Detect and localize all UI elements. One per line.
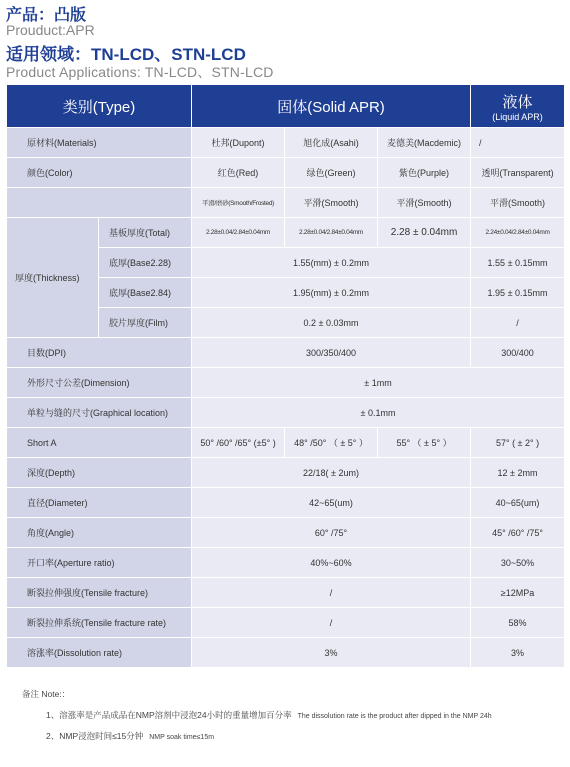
table-cell: 麦德美(Macdemic): [378, 128, 471, 158]
table-cell: 1.55 ± 0.15mm: [471, 248, 565, 278]
row-sublabel: 底厚(Base2.28): [99, 248, 192, 278]
table-cell: 30~50%: [471, 548, 565, 578]
product-title: 产品：凸版: [6, 7, 87, 24]
table-row: [7, 608, 565, 638]
table-header-row: [7, 85, 565, 128]
table-cell: 平滑(Smooth): [471, 188, 565, 218]
table-cell: 2.28±0.04/2.84±0.04mm: [192, 218, 285, 248]
table-row: [7, 128, 565, 158]
table-cell: 绿色(Green): [285, 158, 378, 188]
table-cell: 60° /75°: [192, 518, 471, 548]
table-cell: 1.55(mm) ± 0.2mm: [192, 248, 471, 278]
table-cell: 杜邦(Dupont): [192, 128, 285, 158]
table-cell: 3%: [471, 638, 565, 668]
table-cell: 12 ± 2mm: [471, 458, 565, 488]
table-row: [7, 398, 565, 428]
spec-table: [6, 84, 565, 668]
table-row: [7, 578, 565, 608]
table-cell: 57° ( ± 2° ): [471, 428, 565, 458]
table-cell: 平滑(Smooth): [378, 188, 471, 218]
table-cell: 42~65(um): [192, 488, 471, 518]
note-2: [22, 730, 492, 742]
table-cell: 40~65(um): [471, 488, 565, 518]
table-cell: 2.28±0.04/2.84±0.04mm: [285, 218, 378, 248]
notes-title: 备注 Note:：: [22, 689, 71, 699]
row-label: 断裂拉伸系统(Tensile fracture rate): [7, 608, 192, 638]
row-label: 单粒与缝的尺寸(Graphical location): [7, 398, 192, 428]
table-row: [7, 548, 565, 578]
header-liquid-sub: (Liquid APR): [492, 111, 543, 122]
row-label: 溶涨率(Dissolution rate): [7, 638, 192, 668]
table-row: [7, 158, 565, 188]
row-label: 原材料(Materials): [7, 128, 192, 158]
row-sublabel: 胶片厚度(Film): [99, 308, 192, 338]
table-cell: 紫色(Purple): [378, 158, 471, 188]
row-label: 外形尺寸公差(Dimension): [7, 368, 192, 398]
table-row: [7, 188, 565, 218]
row-label: 厚度(Thickness): [7, 218, 99, 338]
table-cell: 55° （ ± 5° ）: [378, 428, 471, 458]
row-label: Short A: [7, 428, 192, 458]
table-cell: 3%: [192, 638, 471, 668]
table-row: [7, 458, 565, 488]
row-sublabel: 基板厚度(Total): [99, 218, 192, 248]
table-cell: 0.2 ± 0.03mm: [192, 308, 471, 338]
row-sublabel: 底厚(Base2.84): [99, 278, 192, 308]
table-cell: /: [192, 608, 471, 638]
table-row: [7, 218, 565, 248]
note-2-en: NMP soak time≤15m: [149, 734, 215, 741]
row-label: 直径(Diameter): [7, 488, 192, 518]
table-cell: 300/350/400: [192, 338, 471, 368]
note-1-en: The dissolution rate is the product after dipped in the NMP 24h: [297, 713, 492, 720]
header-type: 类别(Type): [7, 85, 192, 128]
row-label-empty: [7, 188, 192, 218]
table-cell: 红色(Red): [192, 158, 285, 188]
note-1: [22, 709, 492, 721]
table-cell: 1.95(mm) ± 0.2mm: [192, 278, 471, 308]
row-label: 开口率(Aperture ratio): [7, 548, 192, 578]
table-cell: 58%: [471, 608, 565, 638]
table-cell: /: [471, 308, 565, 338]
notes-section: [22, 688, 492, 751]
note-1-cn: 1、溶涨率是产品成品在NMP溶剂中浸泡24小时的重量增加百分率: [46, 710, 292, 720]
table-row: [7, 368, 565, 398]
table-cell: 48° /50° （ ± 5° ）: [285, 428, 378, 458]
table-cell: 50° /60° /65° (±5° ): [192, 428, 285, 458]
table-cell: ≥12MPa: [471, 578, 565, 608]
header-liquid: [471, 85, 565, 128]
table-row: [7, 518, 565, 548]
applications-subtitle: Product Applications: TN-LCD、STN-LCD: [6, 64, 274, 80]
table-cell: 2.24±0.04/2.84±0.04mm: [471, 218, 565, 248]
header-solid: 固体(Solid APR): [192, 85, 471, 128]
table-cell: 1.95 ± 0.15mm: [471, 278, 565, 308]
table-cell: 旭化成(Asahi): [285, 128, 378, 158]
table-row: [7, 638, 565, 668]
table-cell: 平滑(Smooth): [285, 188, 378, 218]
table-row: [7, 338, 565, 368]
row-label: 颜色(Color): [7, 158, 192, 188]
table-cell: 2.28 ± 0.04mm: [378, 218, 471, 248]
table-cell: 40%~60%: [192, 548, 471, 578]
table-row: [7, 488, 565, 518]
table-cell: 45° /60° /75°: [471, 518, 565, 548]
applications-title: 适用领域：TN-LCD、STN-LCD: [6, 45, 246, 64]
note-2-cn: 2、NMP浸泡时间≤15分钟: [46, 731, 144, 741]
table-cell: 平滑/磨砂(Smooth/Frosted): [192, 188, 285, 218]
header-liquid-label: 液体: [502, 93, 533, 111]
row-label: 断裂拉伸强度(Tensile fracture): [7, 578, 192, 608]
row-label: 目数(DPI): [7, 338, 192, 368]
table-cell: 22/18( ± 2um): [192, 458, 471, 488]
table-cell: /: [471, 128, 565, 158]
table-cell: 300/400: [471, 338, 565, 368]
table-cell: ± 0.1mm: [192, 398, 565, 428]
row-label: 深度(Depth): [7, 458, 192, 488]
table-cell: ± 1mm: [192, 368, 565, 398]
table-cell: 透明(Transparent): [471, 158, 565, 188]
row-label: 角度(Angle): [7, 518, 192, 548]
table-cell: /: [192, 578, 471, 608]
table-row: [7, 428, 565, 458]
product-subtitle: Prouduct:APR: [6, 22, 95, 38]
